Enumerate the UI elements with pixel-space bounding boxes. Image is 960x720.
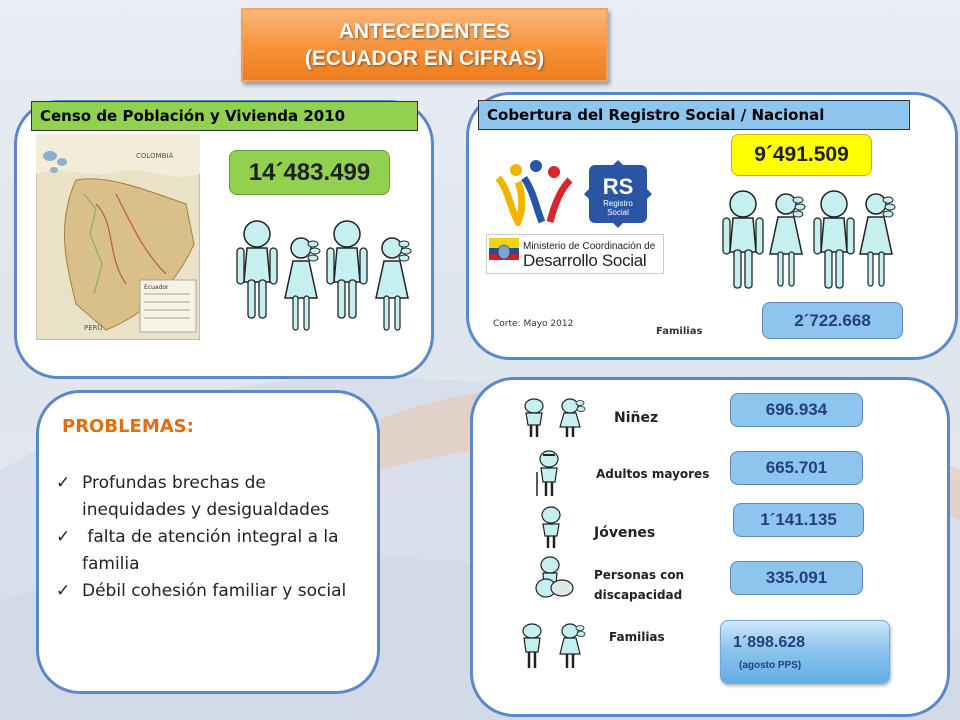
group-value: 1´898.628	[733, 633, 806, 651]
group-value-box	[730, 451, 863, 485]
group-value-box	[730, 561, 863, 595]
woman-figure-icon	[374, 236, 414, 332]
group-value: 1´141.135	[760, 510, 837, 529]
problems-title: PROBLEMAS:	[62, 416, 194, 437]
man-figure-icon	[721, 190, 765, 290]
group-value: 335.091	[765, 568, 828, 587]
registry-families-box	[762, 302, 903, 339]
woman-figure-icon	[768, 192, 808, 288]
group-label-ninez: Niñez	[614, 410, 659, 426]
checkmark-icon: ✓	[56, 473, 71, 493]
registry-header	[478, 100, 910, 130]
woman-figure-icon	[858, 192, 898, 288]
ecuador-coat-of-arms-icon	[489, 238, 519, 270]
children-icon	[520, 397, 586, 439]
ministry-line-2: Desarrollo Social	[523, 251, 647, 270]
problem-text: Profundas brechas de inequidades y desigualdades	[82, 473, 330, 520]
ministry-logo	[486, 234, 664, 274]
registry-header-text: Cobertura del Registro Social / Nacional	[487, 106, 825, 124]
problems-list	[56, 470, 356, 605]
map-label-peru: PERU	[84, 324, 103, 332]
problem-item	[56, 470, 356, 524]
wheelchair-person-icon	[534, 556, 574, 598]
problem-item	[56, 578, 356, 605]
group-value: 665.701	[765, 458, 828, 477]
registry-persons-value: 9´491.509	[754, 143, 849, 166]
rs-logo-subtext-2: Social	[607, 208, 629, 217]
problem-text: Débil cohesión familiar y social	[82, 581, 347, 601]
family-logo-icon	[494, 158, 578, 226]
group-value: 696.934	[765, 400, 828, 419]
group-label-familias: Familias	[609, 630, 665, 644]
checkmark-icon: ✓	[56, 527, 71, 547]
group-label-discapacidad: Personas con discapacidad	[594, 568, 685, 602]
youth-icon	[538, 506, 564, 550]
group-label-adultos-mayores: Adultos mayores	[596, 467, 710, 481]
registry-families-label: Familias	[656, 326, 703, 337]
group-label-jovenes: Jóvenes	[594, 525, 656, 541]
page-title	[241, 8, 608, 82]
elderly-icon	[534, 450, 564, 498]
map-label-colombia: COLOMBIA	[136, 152, 174, 160]
map-legend-title: Ecuador	[144, 284, 169, 291]
ministry-line-1: Ministerio de Coordinación de	[523, 241, 656, 252]
group-value-note: (agosto PPS)	[739, 659, 802, 671]
group-value-box	[733, 503, 864, 537]
registry-cutoff: Corte: Mayo 2012	[493, 319, 574, 329]
title-line-1: ANTECEDENTES	[338, 20, 511, 43]
ecuador-map	[36, 134, 200, 340]
problem-item	[56, 524, 356, 578]
rs-logo-subtext-1: Registro	[603, 199, 633, 208]
woman-figure-icon	[283, 236, 323, 332]
checkmark-icon: ✓	[56, 581, 71, 601]
census-header	[31, 101, 418, 131]
title-line-2: (ECUADOR EN CIFRAS)	[304, 47, 545, 70]
problem-text: falta de atención integral a la familia	[82, 527, 344, 574]
man-figure-icon	[235, 220, 279, 320]
group-value-box-familias	[720, 620, 890, 684]
population-box	[229, 150, 390, 195]
group-value-box	[730, 393, 863, 427]
rs-logo-text: RS	[602, 174, 634, 199]
registry-families-value: 2´722.668	[794, 310, 871, 330]
registry-persons-box	[731, 134, 872, 176]
family-icon	[518, 622, 588, 670]
registro-social-logo-icon	[582, 158, 654, 230]
man-figure-icon	[325, 220, 369, 320]
census-header-text: Censo de Población y Vivienda 2010	[40, 107, 346, 125]
man-figure-icon	[812, 190, 856, 290]
population-value: 14´483.499	[248, 158, 371, 186]
